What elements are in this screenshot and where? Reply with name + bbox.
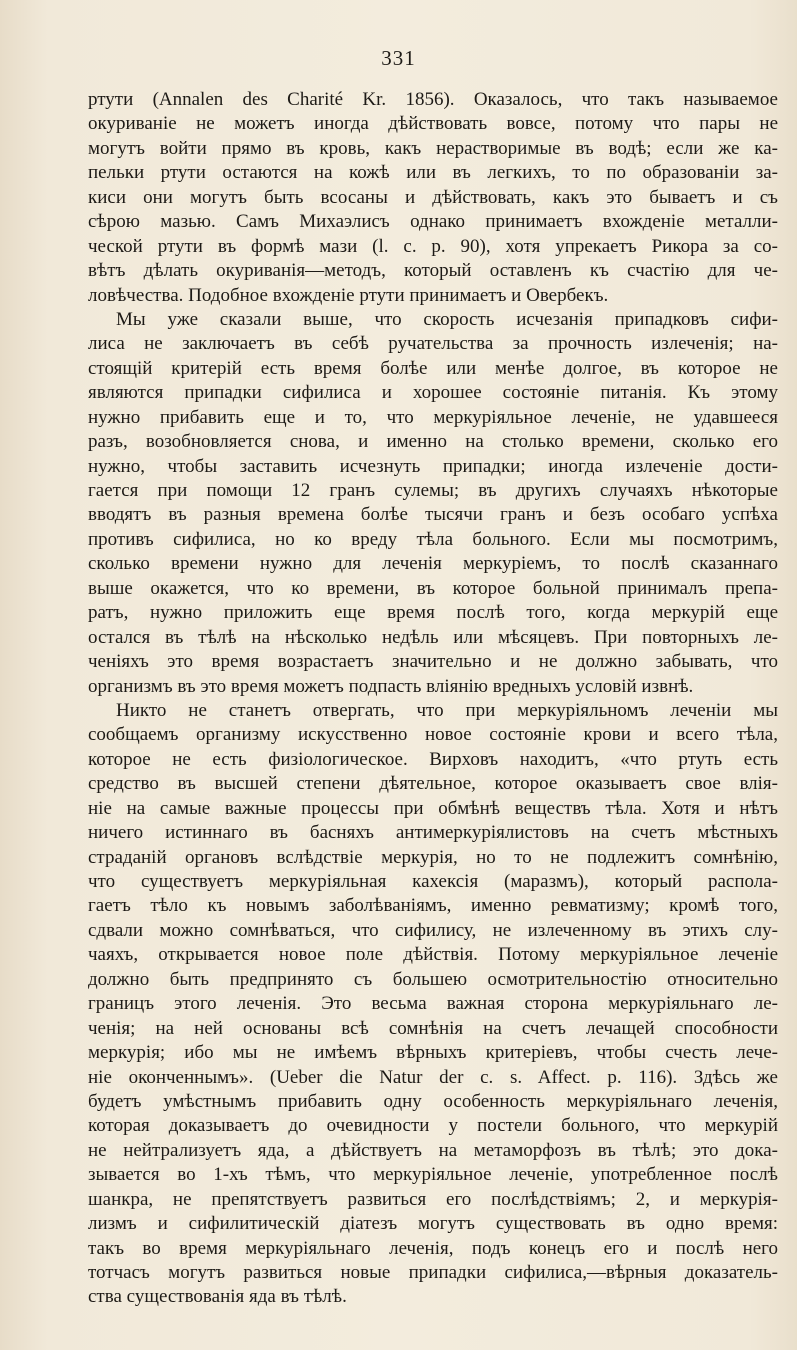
text-line: организмъ въ это время можетъ подпасть вліянію вредныхъ условій извнѣ. bbox=[88, 675, 694, 697]
text-line: стоящій критерій есть время болѣе или менѣе долгое, въ которое не bbox=[88, 357, 778, 379]
text-line: будетъ умѣстнымъ прибавить одну особенность меркуріяльнаго леченія, bbox=[88, 1090, 778, 1112]
text-line: являются припадки сифилиса и хорошее состояніе питанія. Къ этому bbox=[88, 382, 778, 404]
text-line: ніе оконченнымъ». (Ueber die Natur der c. s. Affect. p. 116). Здѣсь же bbox=[88, 1066, 778, 1088]
text-line: противъ сифилиса, но ко вреду тѣла больного. Если мы посмотримъ, bbox=[88, 528, 778, 550]
text-line: ческой ртути въ формѣ мази (l. c. p. 90), хотя упрекаетъ Рикора за со- bbox=[88, 235, 778, 257]
text-line: сдвали можно сомнѣваться, что сифилису, не излеченному въ этихъ слу- bbox=[88, 919, 778, 941]
text-line: тотчасъ могутъ развиться новые припадки сифилиса,—вѣрныя доказатель- bbox=[88, 1262, 778, 1283]
page-number: 331 bbox=[381, 46, 416, 70]
text-line: нужно прибавить еще и то, что меркуріяльное леченіе, не удавшееся bbox=[88, 406, 778, 428]
text-line: ратъ, нужно приложить еще время послѣ того, когда меркурій еще bbox=[88, 602, 778, 624]
text-line: вѣтъ дѣлать окуриванія—методъ, который оставленъ къ счастію для че- bbox=[88, 260, 778, 282]
text-line: пельки ртути остаются на кожѣ или въ легкихъ, то по образованіи за- bbox=[88, 162, 778, 184]
text-line: чаяхъ, открывается новое поле дѣйствія. Потому меркуріяльное леченіе bbox=[88, 944, 778, 966]
text-line: Мы уже сказали выше, что скорость исчезанія припадковъ сифи- bbox=[116, 308, 778, 330]
text-line: которая доказываетъ до очевидности у постели больного, что меркурій bbox=[88, 1115, 778, 1137]
text-line: вводятъ въ разныя времена болѣе тысячи гранъ и безъ особаго успѣха bbox=[88, 504, 778, 526]
text-line: зывается во 1-хъ тѣмъ, что меркуріяльное леченіе, употребленное послѣ bbox=[88, 1164, 778, 1186]
text-line: ловѣчества. Подобное вхожденіе ртути принимаетъ и Овербекъ. bbox=[88, 284, 609, 306]
text-line: ченія; на ней основаны всѣ сомнѣнія на счетъ лечащей способности bbox=[88, 1017, 778, 1039]
text-line: сообщаемъ организму искусственно новое состояніе крови и всего тѣла, bbox=[88, 724, 778, 746]
text-line: нужно, чтобы заставить исчезнуть припадки; иногда излеченіе дости- bbox=[88, 455, 778, 477]
text-line: лиса не заключаетъ въ себѣ ручательства за прочность излеченія; на- bbox=[88, 333, 778, 355]
text-line: средство въ высшей степени дѣятельное, которое оказываетъ свое влія- bbox=[88, 773, 778, 795]
body-text bbox=[88, 88, 778, 1310]
text-line: должно быть предпринято съ большею осмотрительностію относительно bbox=[88, 968, 778, 990]
text-line: остался въ тѣлѣ на нѣсколько недѣль или мѣсяцевъ. При повторныхъ ле- bbox=[88, 626, 778, 648]
text-line: границъ этого леченія. Это весьма важная сторона меркуріяльнаго ле- bbox=[88, 993, 778, 1015]
text-line: меркурія; ибо мы не имѣемъ вѣрныхъ критеріевъ, чтобы счесть лече- bbox=[88, 1042, 778, 1064]
text-line: гаетъ тѣло къ новымъ заболѣваніямъ, именно ревматизму; кромѣ того, bbox=[88, 895, 778, 917]
text-line: киси они могутъ быть всосаны и дѣйствовать, какъ это бываетъ и съ bbox=[88, 186, 778, 208]
text-line: ства существованія яда въ тѣлѣ. bbox=[88, 1286, 347, 1308]
text-line: разъ, возобновляется снова, и именно на столько времени, сколько его bbox=[88, 431, 778, 453]
text-line: окуриваніе не можетъ иногда дѣйствовать вовсе, потому что пары не bbox=[88, 113, 778, 135]
text-line: сколько времени нужно для леченія меркуріемъ, то послѣ сказаннаго bbox=[88, 553, 778, 575]
text-line: такъ во время меркуріяльнаго леченія, подъ конецъ его и послѣ него bbox=[88, 1237, 778, 1259]
text-line: выше окажется, что ко времени, въ которое больной принималъ препа- bbox=[88, 577, 778, 599]
text-line: могутъ войти прямо въ кровь, какъ нерастворимые въ водѣ; если же ка- bbox=[88, 137, 778, 159]
text-line: которое не есть физіологическое. Вирховъ находитъ, «что ртуть есть bbox=[88, 748, 778, 770]
text-line: страданій органовъ вслѣдствіе меркурія, но то не подлежитъ сомнѣнію, bbox=[88, 846, 778, 868]
text-line: сѣрою мазью. Самъ Михаэлисъ однако принимаетъ вхожденіе металли- bbox=[88, 211, 778, 233]
text-line: шанкра, не препятствуетъ развиться его послѣдствіямъ; 2, и меркурія- bbox=[88, 1188, 778, 1210]
text-line: что существуетъ меркуріяльная кахексія (маразмъ), который распола- bbox=[88, 871, 778, 892]
text-line: ченіяхъ это время возрастаетъ значительно и не должно забывать, что bbox=[88, 651, 778, 673]
text-line: Никто не станетъ отвергать, что при меркуріяльномъ леченіи мы bbox=[116, 699, 778, 721]
text-line: лизмъ и сифилитическій діатезъ могутъ существовать въ одно время: bbox=[88, 1213, 778, 1235]
text-line: ніе на самые важные процессы при обмѣнѣ веществъ тѣла. Хотя и нѣтъ bbox=[88, 797, 778, 819]
text-line: гается при помощи 12 гранъ сулемы; въ другихъ случаяхъ нѣкоторые bbox=[88, 480, 778, 501]
text-line: не нейтрализуетъ яда, а дѣйствуетъ на метаморфозъ въ тѣлѣ; это дока- bbox=[88, 1139, 778, 1161]
text-line: ничего истиннаго въ басняхъ антимеркуріялистовъ на счетъ мѣстныхъ bbox=[88, 822, 778, 844]
text-line: ртути (Annalen des Charité Kr. 1856). Оказалось, что такъ называемое bbox=[88, 89, 778, 110]
